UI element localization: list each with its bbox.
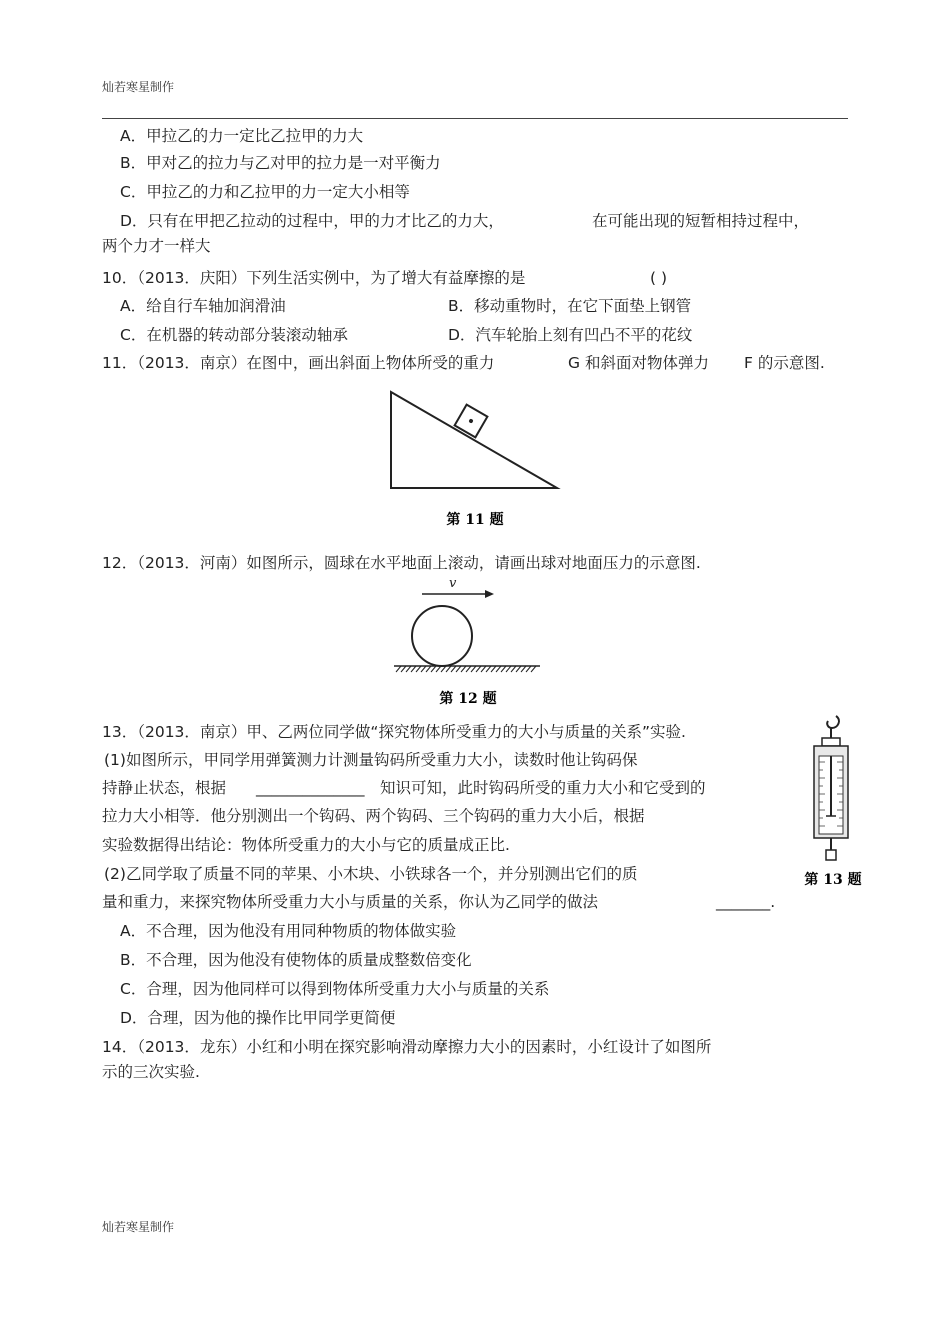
figure-11-caption: 第 11 题 [446,512,504,528]
q9-option-d-end: 两个力才一样大 [102,237,211,255]
ground-hatching [396,666,536,672]
q13-part1-line2a: 持静止状态，根据 [102,779,227,797]
figure-12-caption: 第 12 题 [439,691,497,707]
q13-option-b: B．不合理，因为他没有使物体的质量成整数倍变化 [120,951,472,969]
q9-option-c: C．甲拉乙的力和乙拉甲的力一定大小相等 [120,183,410,201]
q13-part1-line2b: 知识可知，此时钩码所受的重力大小和它受到的 [380,779,706,797]
q10-option-c: C．在机器的转动部分装滚动轴承 [120,326,348,344]
figure-13-spring-scale [798,712,868,892]
page-footer: 灿若寒星制作 [102,1220,175,1234]
q14-stem-line1: 14．（2013．龙东）小红和小明在探究影响滑动摩擦力大小的因素时，小红设计了如图所 [102,1038,712,1056]
velocity-arrowhead [485,590,494,598]
ball [412,606,472,666]
q10-answer-paren: ( ) [650,269,668,287]
q12-stem: 12．（2013．河南）如图所示，圆球在水平地面上滚动，请画出球对地面压力的示意图. [102,554,701,572]
q13-part2-line2: 量和重力，来探究物体所受重力大小与质量的关系，你认为乙同学的做法 [102,893,599,911]
q9-option-d-cont: 在可能出现的短暂相持过程中， [592,212,810,230]
figure-11-incline [385,388,565,533]
q13-blank-2: _______. [716,893,776,911]
q13-part2-line1: (2)乙同学取了质量不同的苹果、小木块、小铁球各一个，并分别测出它们的质 [104,865,638,883]
q13-part1-line4: 实验数据得出结论：物体所受重力的大小与它的质量成正比. [102,836,510,854]
q9-option-b: B．甲对乙的拉力与乙对甲的拉力是一对平衡力 [120,154,441,172]
q10-stem: 10．（2013．庆阳）下列生活实例中，为了增大有益摩擦的是 [102,269,526,287]
scale-ring [822,738,840,746]
figure-12-rolling-ball [390,575,550,713]
q13-part1-line1: (1)如图所示，甲同学用弹簧测力计测量钩码所受重力大小，读数时他让钩码保 [104,751,638,769]
q9-option-d: D．只有在甲把乙拉动的过程中，甲的力才比乙的力大， [120,212,504,230]
q13-option-c: C．合理，因为他同样可以得到物体所受重力大小与质量的关系 [120,980,550,998]
q11-stem-g: G 和斜面对物体弹力 [568,354,709,372]
page-header: 灿若寒星制作 [102,80,175,94]
q13-part1-line3: 拉力大小相等．他分别测出一个钩码、两个钩码、三个钩码的重力大小后，根据 [102,807,645,825]
q9-option-a: A．甲拉乙的力一定比乙拉甲的力大 [120,127,364,145]
scale-hook-top [827,716,839,728]
hook-weight [826,850,836,860]
velocity-label: v [449,576,457,591]
q13-blank-1: ______________ [256,779,365,797]
q14-stem-line2: 示的三次实验. [102,1063,200,1081]
q13-option-d: D．合理，因为他的操作比甲同学更简便 [120,1009,396,1027]
q13-stem: 13．（2013．南京）甲、乙两位同学做“探究物体所受重力的大小与质量的关系”实验. [102,723,686,741]
q10-option-a: A．给自行车轴加润滑油 [120,297,286,315]
q11-stem-f: F 的示意图. [744,354,825,372]
figure-13-caption: 第 13 题 [804,872,862,888]
q10-option-d: D．汽车轮胎上刻有凹凸不平的花纹 [448,326,693,344]
q13-option-a: A．不合理，因为他没有用同种物质的物体做实验 [120,922,457,940]
q10-option-b: B．移动重物时，在它下面垫上钢管 [448,297,692,315]
header-divider [102,118,848,119]
q11-stem: 11．（2013．南京）在图中，画出斜面上物体所受的重力 [102,354,495,372]
